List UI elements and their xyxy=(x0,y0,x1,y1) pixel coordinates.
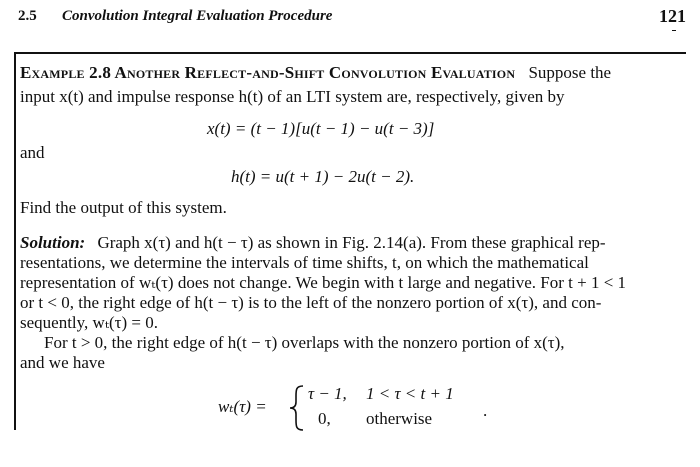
running-header xyxy=(18,6,686,32)
equation-h: h(t) = u(t + 1) − 2u(t − 2). xyxy=(231,167,415,186)
header-tick xyxy=(672,30,676,31)
find-output-text: Find the output of this system. xyxy=(20,198,227,217)
equation-x: x(t) = (t − 1)[u(t − 1) − u(t − 3)] xyxy=(207,119,435,138)
case-1-cond: 1 < τ < t + 1 xyxy=(366,384,454,403)
example-heading: Example 2.8 Another Reflect-and-Shift Convolution Evaluation xyxy=(20,63,516,82)
and-text: and xyxy=(20,143,45,162)
case-1-expr: τ − 1, xyxy=(308,384,347,403)
piecewise-period: . xyxy=(483,401,488,420)
piecewise-lhs: wₜ(τ) = xyxy=(218,397,267,416)
solution-line-3: representation of wₜ(τ) does not change. We begin with t large and negative. For t + 1 < 1 xyxy=(20,273,627,292)
page-number: 121 xyxy=(659,6,686,26)
example-intro-2: input x(t) and impulse response h(t) of an LTI system are, respectively, given by xyxy=(20,87,565,106)
solution-line-6: For t > 0, the right edge of h(t − τ) overlaps with the nonzero portion of x(τ), xyxy=(44,333,565,352)
example-line-1 xyxy=(20,63,611,83)
section-number: 2.5 xyxy=(18,8,37,24)
solution-line-5: sequently, wₜ(τ) = 0. xyxy=(20,313,159,332)
solution-text-1: Graph x(τ) and h(t − τ) as shown in Fig. 2.14(a). From these graphical rep- xyxy=(97,233,606,252)
case-2-expr: 0, xyxy=(318,409,331,428)
solution-line-7: and we have xyxy=(20,353,105,372)
solution-line-4: or t < 0, the right edge of h(t − τ) is to the left of the nonzero portion of x(τ), and con- xyxy=(20,293,602,312)
example-left-bar xyxy=(14,52,16,430)
solution-line-2: resentations, we determine the intervals of time shifts, t, on which the mathematical xyxy=(20,253,589,272)
left-brace-icon xyxy=(288,384,306,432)
solution-label: Solution: xyxy=(20,233,86,252)
example-intro-1: Suppose the xyxy=(528,63,612,82)
solution-line-1 xyxy=(20,233,606,253)
example-top-rule xyxy=(14,52,686,54)
section-title: Convolution Integral Evaluation Procedure xyxy=(62,8,333,24)
case-2-cond: otherwise xyxy=(366,409,433,428)
